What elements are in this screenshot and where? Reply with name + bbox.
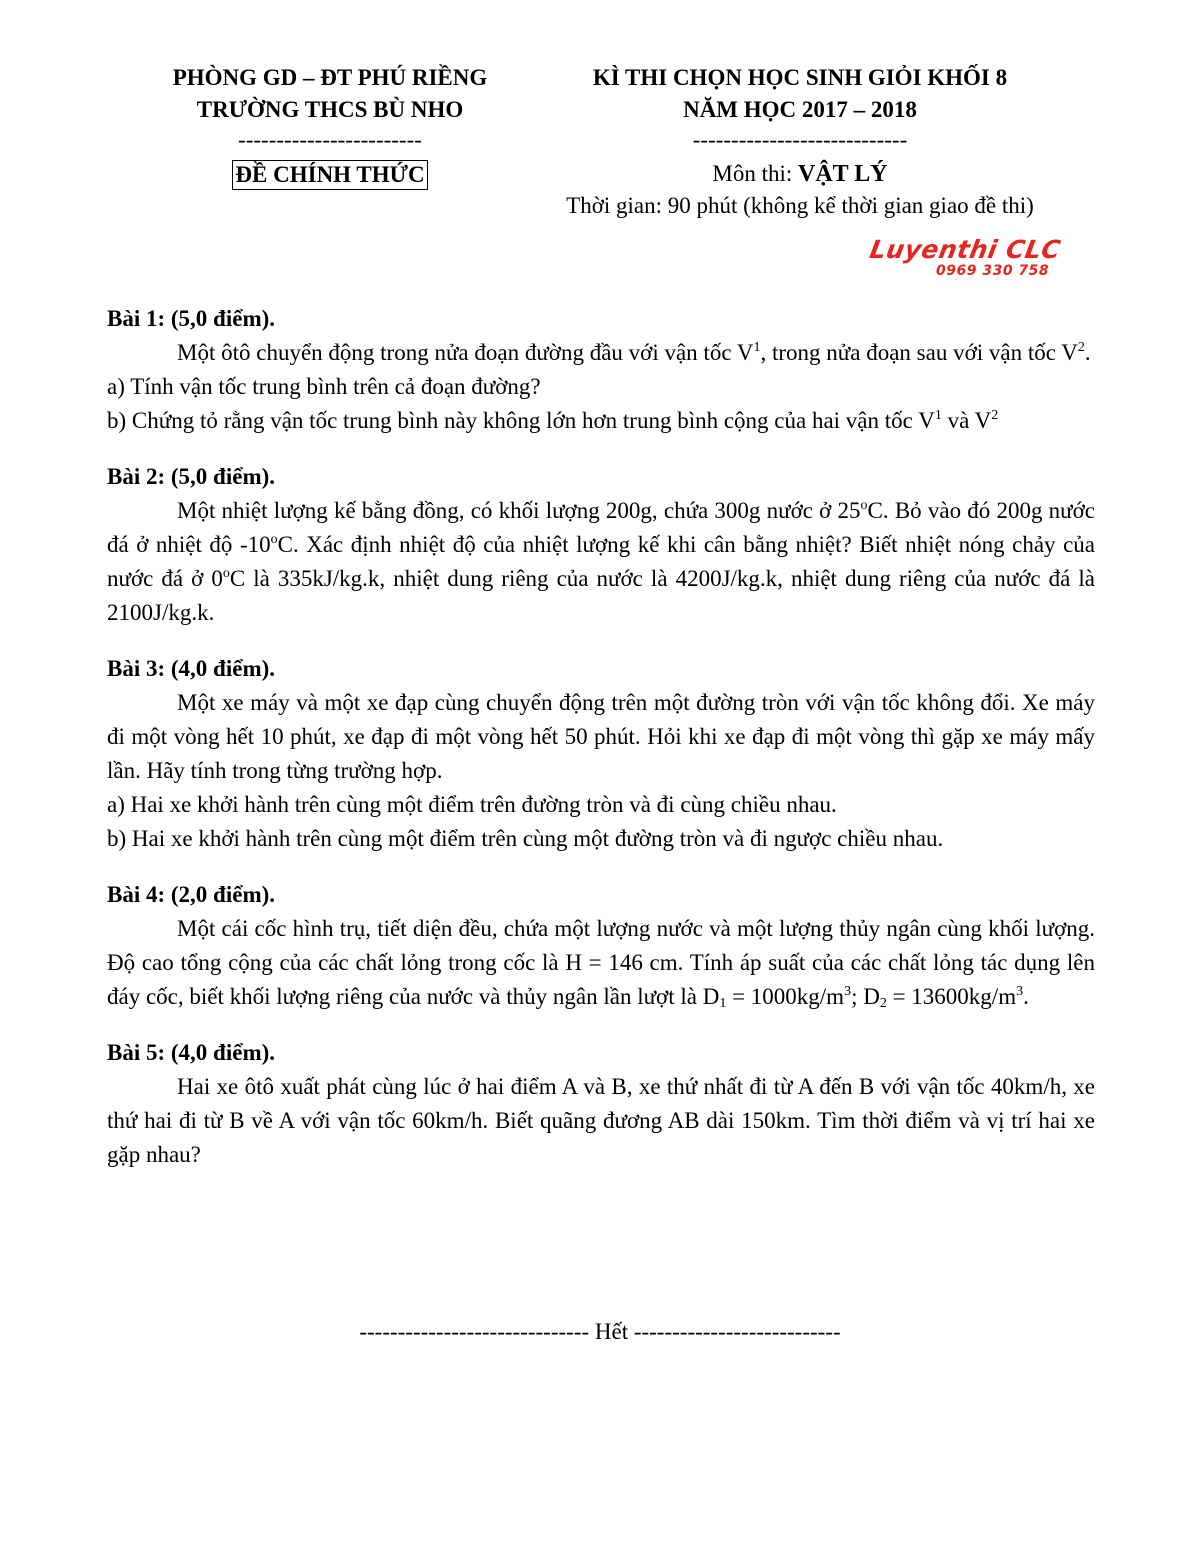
text-span: C. Bỏ vào đó 200g nước đá ở nhiệt độ -10 (107, 498, 1095, 557)
header-left-divider: ------------------------ (238, 127, 422, 152)
superscript: o (222, 566, 230, 581)
text-span: C. Xác định nhiệt độ của nhiệt lượng kế khi cân bằng nhiệt? Biết nhiệt nóng chảy của nước đá ở 0 (107, 532, 1095, 591)
header-right (540, 62, 1060, 222)
exam-content (107, 302, 1095, 1194)
subscript: 2 (879, 996, 887, 1011)
superscript: 3 (1016, 984, 1024, 999)
brand-logo (867, 235, 1100, 279)
subject-label: Môn thi: (712, 161, 799, 186)
end-marker: ------------------------------ Hết --------------------------- (359, 1319, 841, 1344)
text-span: = 13600kg/m (886, 984, 1017, 1009)
text-span: C là 335kJ/kg.k, nhiệt dung riêng của nước là 4200J/kg.k, nhiệt dung riêng của nước đá là 2100J/kg.k. (107, 566, 1095, 625)
problem-part-a: a) Hai xe khởi hành trên cùng một điểm trên đường tròn và đi cùng chiều nhau. (107, 792, 837, 817)
problem-part-a: a) Tính vận tốc trung bình trên cả đoạn đường? (107, 374, 541, 399)
problem-title: Bài 1: (5,0 điểm). (107, 306, 276, 331)
problem-title: Bài 2: (5,0 điểm). (107, 464, 276, 489)
subject-value: VẬT LÝ (798, 161, 888, 187)
brand-logo-name: Luyenthi CLC (867, 235, 1064, 264)
text-span: . (1084, 340, 1091, 365)
superscript: o (860, 498, 868, 513)
superscript: 2 (1077, 340, 1085, 355)
problem-5 (107, 1036, 1095, 1172)
superscript: 1 (934, 408, 942, 423)
text-span: Một ôtô chuyển động trong nửa đoạn đường đầu với vận tốc V (177, 340, 754, 365)
problem-3 (107, 652, 1095, 856)
header-right-divider: ---------------------------- (692, 127, 908, 152)
problem-4 (107, 878, 1095, 1014)
problem-text (107, 336, 1095, 370)
subject-line (540, 158, 1060, 190)
problem-text: Một xe máy và một xe đạp cùng chuyển động trên một đường tròn với vận tốc không đổi. Xe máy đi một vòng hết 10 phút, xe đạp đi một vòng hết 50 phút. Hỏi khi xe đạp đi một vòng thì gặp xe máy mấy lần. Hãy tính trong từng trường hợp. (107, 690, 1095, 783)
problem-title: Bài 4: (2,0 điểm). (107, 882, 276, 907)
text-span: ; D (851, 984, 880, 1009)
problem-text: Hai xe ôtô xuất phát cùng lúc ở hai điểm A và B, xe thứ nhất đi từ A đến B với vận tốc 40km/h, xe thứ hai đi từ B về A với vận tốc 60km/h. Biết quãng đương AB dài 150km. Tìm thời điểm và vị trí hai xe gặp nhau? (107, 1074, 1095, 1167)
text-span: = 1000kg/m (726, 984, 845, 1009)
exam-title: KÌ THI CHỌN HỌC SINH GIỎI KHỐI 8 (592, 65, 1008, 90)
text-span: b) Chứng tỏ rằng vận tốc trung bình này không lớn hơn trung bình cộng của hai vận tốc V (107, 408, 935, 433)
problem-part-b (107, 404, 1095, 438)
problem-part-b: b) Hai xe khởi hành trên cùng một điểm trên cùng một đường tròn và đi ngược chiều nhau. (107, 826, 944, 851)
text-span: , trong nửa đoạn sau với vận tốc V (760, 340, 1078, 365)
problem-text (107, 912, 1095, 1014)
subscript: 1 (719, 996, 727, 1011)
text-span: và V (941, 408, 992, 433)
school-name: TRƯỜNG THCS BÙ NHO (196, 97, 464, 122)
exam-time: Thời gian: 90 phút (không kể thời gian giao đề thi) (566, 193, 1034, 218)
school-year: NĂM HỌC 2017 – 2018 (683, 97, 917, 122)
superscript: 1 (753, 340, 761, 355)
brand-logo-phone: 0969 330 758 (936, 263, 1050, 279)
header-left (140, 62, 520, 191)
superscript: 3 (844, 984, 852, 999)
text-span: . (1023, 984, 1029, 1009)
department-name: PHÒNG GD – ĐT PHÚ RIỀNG (172, 65, 488, 90)
problem-2 (107, 460, 1095, 630)
text-span: Một cái cốc hình trụ, tiết diện đều, chứa một lượng nước và một lượng thủy ngân cùng khối lượng. Độ cao tổng cộng của các chất lỏng trong cốc là H = 146 cm. Tính áp suất của các chất lỏng tác dụng lên đáy cốc, biết khối lượng riêng của nước và thủy ngân lần lượt là D (107, 916, 1095, 1009)
problem-title: Bài 3: (4,0 điểm). (107, 656, 276, 681)
superscript: 2 (991, 408, 999, 423)
text-span: Một nhiệt lượng kế bằng đồng, có khối lượng 200g, chứa 300g nước ở 25 (177, 498, 861, 523)
problem-title: Bài 5: (4,0 điểm). (107, 1040, 276, 1065)
official-exam-label: ĐỀ CHÍNH THỨC (232, 160, 427, 190)
problem-1 (107, 302, 1095, 438)
superscript: o (270, 532, 278, 547)
problem-text (107, 494, 1095, 630)
